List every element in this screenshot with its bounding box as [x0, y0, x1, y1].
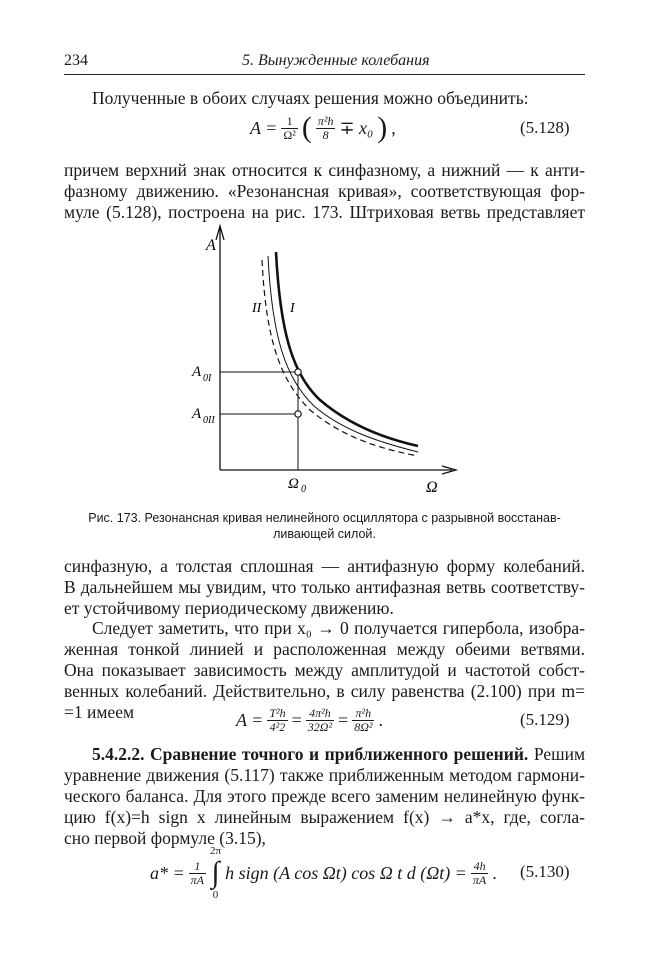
paragraph-4-line: Следует заметить, что при x₀ → 0 получается гипербола, изобра-: [92, 618, 585, 638]
point-A01: [295, 369, 301, 375]
label-A0II: A: [192, 406, 202, 422]
eq128-lhs: A =: [250, 117, 278, 138]
eq129-eq2: =: [338, 709, 349, 730]
label-omega0: Ω: [288, 476, 299, 492]
label-branch-I: I: [290, 301, 295, 316]
section-heading-rest: Решим: [533, 744, 586, 764]
page-header: [64, 50, 585, 75]
eq128-frac-1-den: Ω²: [283, 127, 296, 142]
equation-number-5-129: (5.129): [520, 710, 570, 729]
eq130-frac-2-num: 4h: [471, 860, 488, 874]
section-line: уравнение движения (5.117) также приближенным методом гармони-: [64, 765, 585, 785]
eq130-body: h sign (A cos Ωt) cos Ω t d (Ωt) =: [225, 862, 467, 883]
caption-line: ливающей силой.: [273, 527, 376, 541]
eq128-frac-1-num: 1: [281, 115, 298, 129]
eq129-frac-3-num: π²h: [352, 707, 374, 721]
eq128-mid: ∓ x₀: [339, 117, 374, 138]
eq129-frac-3-den: 8Ω²: [354, 719, 373, 734]
eq130-frac-2: [471, 860, 488, 887]
eq130-int-sign: ∫: [211, 856, 220, 889]
caption-line: Рис. 173. Резонансная кривая нелинейного осциллятора с разрывной восстанав-: [88, 511, 561, 525]
eq130-lhs: a* =: [150, 862, 185, 883]
x-axis-label: Ω: [426, 479, 438, 496]
paragraph-3-line: В дальнейшем мы увидим, что только антифазная ветвь соответству-: [64, 577, 585, 597]
eq128-frac-2-num: π²h: [317, 113, 334, 128]
eq128-frac-2: [316, 115, 336, 142]
eq129-lhs: A =: [236, 709, 264, 730]
eq130-frac-2-den: πA: [472, 872, 487, 887]
eq129-frac-3: [352, 707, 374, 734]
equation-5-128: [250, 108, 396, 148]
eq129-tail: .: [378, 709, 383, 730]
figure-caption: [64, 510, 585, 542]
label-A01-sub: 0I: [203, 373, 212, 384]
eq129-eq1: =: [291, 709, 302, 730]
equation-5-129: [236, 700, 383, 740]
equation-number-5-130: (5.130): [520, 862, 570, 881]
eq130-frac-1-den: πA: [190, 872, 204, 887]
y-axis-label: A: [206, 237, 216, 254]
eq130-frac-1-num: 1: [189, 860, 206, 874]
eq130-int-lower: 0: [212, 889, 219, 901]
equation-5-130: [150, 838, 497, 908]
label-A0II-sub: 0II: [203, 415, 215, 426]
eq128-frac-1: [281, 115, 298, 142]
point-A0II: [295, 411, 301, 417]
eq130-integral: [210, 844, 221, 902]
eq130-int-upper: 2π: [210, 845, 222, 857]
eq130-frac-1: [189, 860, 206, 887]
eq128-paren-close: ): [377, 111, 388, 144]
paragraph-2: [64, 160, 585, 223]
eq130-tail: .: [492, 862, 497, 883]
eq128-paren-open: (: [301, 111, 312, 144]
section-first-line: [64, 744, 585, 765]
page-number: 234: [64, 52, 88, 69]
eq128-tail: ,: [391, 117, 396, 138]
paragraph-4-line: женная тонкой линией и расположенная между обеими ветвями.: [64, 639, 585, 659]
paragraph-2-line: фазному движению. «Резонансная кривая», соответствующая фор-: [64, 181, 585, 201]
paragraph-4-line: =1 имеем: [64, 702, 135, 722]
section-5-4-2-2: [64, 744, 585, 849]
eq129-frac-2-num: 4π²h: [306, 707, 334, 721]
paragraph-4-line: Она показывает зависимость между амплитудой и частотой собст-: [64, 660, 585, 680]
equation-number-5-128: (5.128): [520, 118, 570, 137]
label-omega0-sub: 0: [301, 484, 306, 495]
paragraph-2-line: муле (5.128), построена на рис. 173. Штриховая ветвь представляет: [64, 202, 585, 222]
running-title: 5. Вынужденные колебания: [242, 52, 430, 69]
figure-173: [180, 220, 480, 505]
dashed-branch-II: [262, 260, 418, 456]
paragraph-3-line: ет устойчивому периодическому движению.: [64, 598, 394, 618]
paragraph-3-line: синфазную, а толстая сплошная — антифазную форму колебаний.: [64, 556, 585, 576]
section-line: сно первой формуле (3.15),: [64, 828, 266, 848]
eq129-frac-2-den: 32Ω²: [307, 719, 333, 734]
paragraph-1-line: Полученные в обоих случаях решения можно объединить:: [92, 88, 529, 108]
paragraph-3: [64, 556, 585, 619]
eq129-frac-1-den: 4²2: [269, 719, 286, 734]
label-A01: A: [192, 364, 202, 380]
eq128-frac-2-den: 8: [322, 127, 329, 142]
section-line: ческого баланса. Для этого прежде всего заменим нелинейную функ-: [64, 786, 585, 806]
paragraph-1: [64, 88, 585, 109]
section-line: цию f(x)=h sign x линейным выражением f(x) → a*x, где, согла-: [64, 807, 585, 827]
eq129-frac-2: [306, 707, 334, 734]
section-heading: 5.4.2.2. Сравнение точного и приближенного решений.: [92, 744, 529, 764]
eq129-frac-1-num: T²h: [269, 705, 286, 720]
label-branch-II: II: [252, 301, 262, 316]
paragraph-4-line: венных колебаний. Действительно, в силу равенства (2.100) при m=: [64, 681, 585, 701]
eq129-frac-1: [267, 707, 287, 734]
paragraph-2-line: причем верхний знак относится к синфазному, а нижний — к анти-: [64, 160, 585, 180]
